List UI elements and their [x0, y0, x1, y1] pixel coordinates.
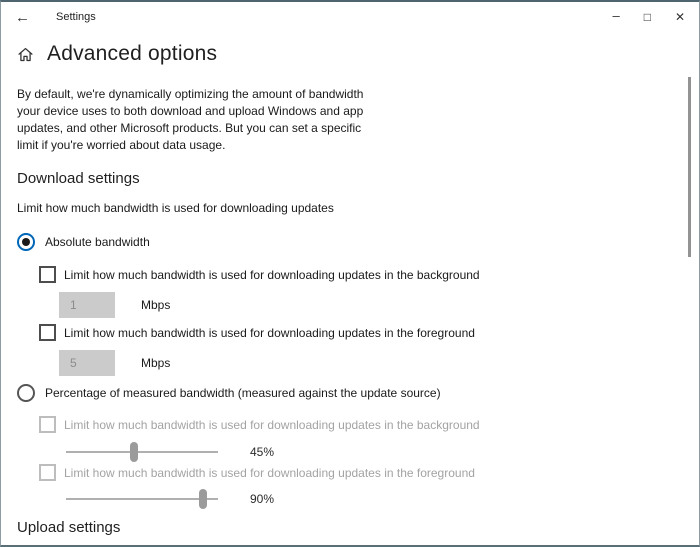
checkbox-foreground-download-limit[interactable]	[39, 324, 683, 341]
background-bandwidth-value-row	[59, 292, 683, 318]
page-header	[17, 40, 683, 68]
background-bandwidth-input[interactable]	[59, 292, 115, 318]
radio-button-unselected[interactable]	[17, 384, 35, 402]
back-icon[interactable]: ←	[15, 8, 30, 26]
slider-track	[66, 451, 218, 453]
radio-label: Percentage of measured bandwidth (measured against the update source)	[45, 386, 441, 400]
foreground-percent-slider-row	[66, 489, 683, 509]
checkbox-foreground-percent-limit-disabled	[39, 464, 683, 481]
vertical-scrollbar-thumb[interactable]	[688, 77, 691, 257]
page-content	[1, 40, 699, 536]
radio-label: Absolute bandwidth	[45, 235, 150, 249]
download-settings-heading: Download settings	[17, 170, 140, 187]
foreground-bandwidth-value-row	[59, 350, 683, 376]
caption-controls	[612, 7, 685, 24]
foreground-percent-slider	[66, 489, 218, 509]
upload-settings-heading: Upload settings	[17, 519, 121, 536]
page-title: Advanced options	[47, 42, 218, 65]
checkbox-box	[39, 464, 56, 481]
close-icon[interactable]: ✕	[674, 10, 685, 24]
background-percent-value: 45%	[250, 445, 275, 459]
foreground-bandwidth-input[interactable]	[59, 350, 115, 376]
radio-button-selected[interactable]	[17, 233, 35, 251]
minimize-icon[interactable]: –	[612, 7, 620, 23]
foreground-bandwidth-unit: Mbps	[141, 356, 171, 370]
checkbox-label: Limit how much bandwidth is used for downloading updates in the foreground	[64, 325, 475, 340]
checkbox-box	[39, 416, 56, 433]
background-percent-slider	[66, 442, 218, 462]
maximize-icon[interactable]: □	[643, 10, 651, 24]
checkbox-label: Limit how much bandwidth is used for downloading updates in the foreground	[64, 465, 475, 480]
window-title: Settings	[56, 11, 96, 23]
checkbox-background-percent-limit-disabled	[39, 416, 683, 433]
absolute-bandwidth-group	[39, 266, 683, 376]
slider-thumb	[130, 442, 138, 462]
checkbox-box[interactable]	[39, 266, 56, 283]
titlebar	[1, 2, 699, 32]
intro-text: By default, we're dynamically optimizing the amount of bandwidth your device uses to both download and upload Windows and app updates, and other Microsoft products. But you can set a specific limit if you're worried about data usage.	[17, 87, 364, 152]
background-percent-slider-row	[66, 442, 683, 462]
background-bandwidth-unit: Mbps	[141, 298, 171, 312]
slider-track	[66, 498, 218, 500]
radio-percentage-bandwidth[interactable]	[17, 384, 683, 402]
checkbox-label: Limit how much bandwidth is used for downloading updates in the background	[64, 267, 480, 282]
download-settings-caption: Limit how much bandwidth is used for downloading updates	[17, 201, 334, 215]
radio-absolute-bandwidth[interactable]	[17, 233, 683, 251]
checkbox-label: Limit how much bandwidth is used for downloading updates in the background	[64, 417, 480, 432]
foreground-percent-value: 90%	[250, 492, 275, 506]
slider-thumb	[199, 489, 207, 509]
home-icon	[17, 46, 34, 63]
percentage-bandwidth-group	[39, 416, 683, 509]
checkbox-background-download-limit[interactable]	[39, 266, 683, 283]
checkbox-box[interactable]	[39, 324, 56, 341]
